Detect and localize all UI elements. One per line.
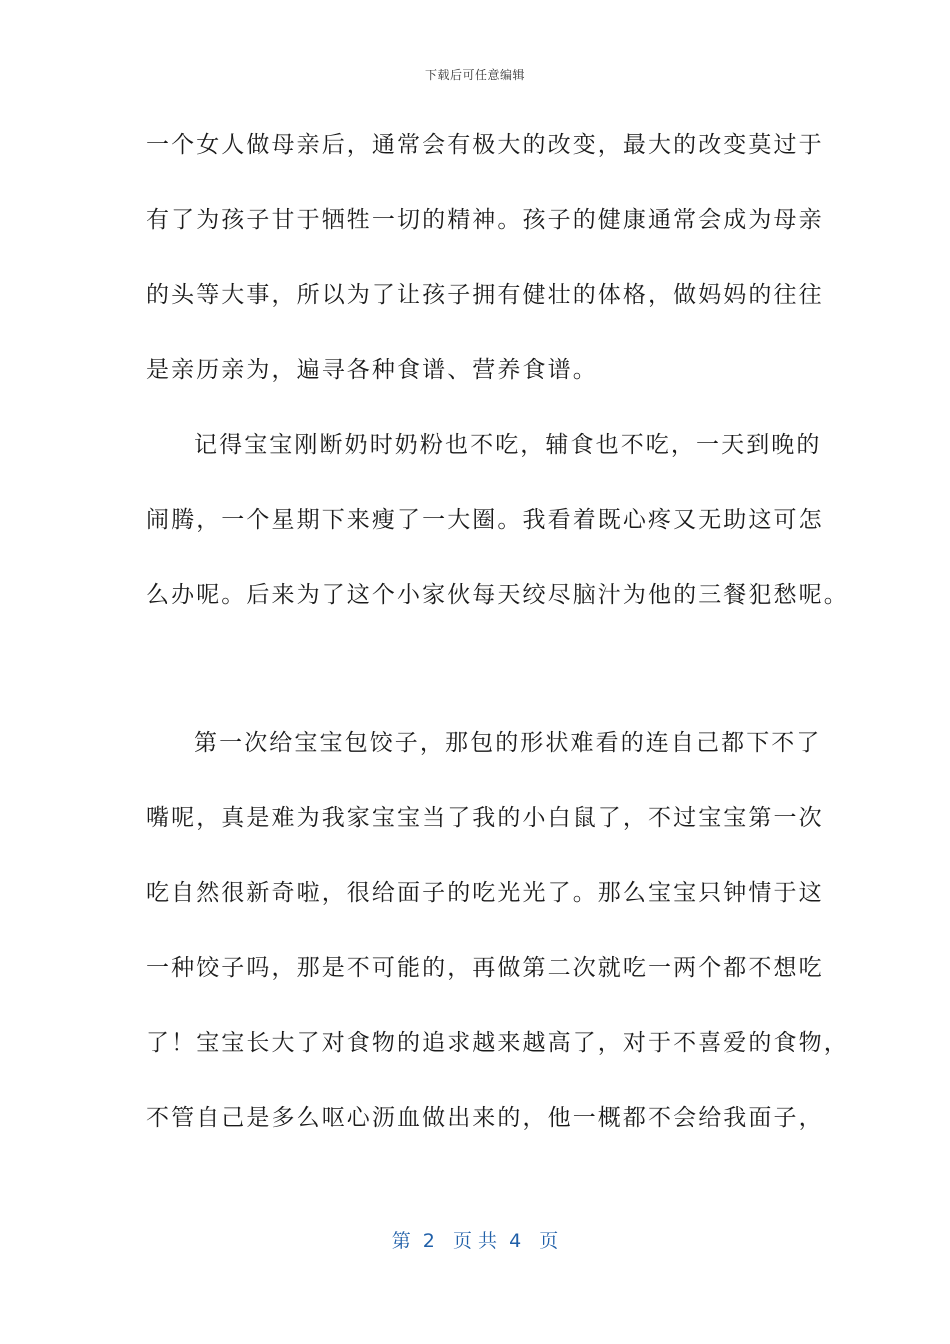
text-line: 第一次给宝宝包饺子，那包的形状难看的连自己都下不了	[194, 730, 822, 756]
document-body	[146, 120, 849, 1168]
paragraph-spacer	[146, 645, 806, 718]
text-line: 是亲历亲为，遍寻各种食谱、营养食谱。	[146, 357, 598, 383]
paragraph-2	[146, 420, 849, 645]
text-line: 一种饺子吗，那是不可能的，再做第二次就吃一两个都不想吃	[146, 955, 824, 981]
paragraph-1	[146, 120, 824, 420]
text-line: 嘴呢，真是难为我家宝宝当了我的小白鼠了，不过宝宝第一次	[146, 805, 824, 831]
page-header-note: 下载后可任意编辑	[424, 68, 525, 82]
text-line: 闹腾，一个星期下来瘦了一大圈。我看着既心疼又无助这可怎	[146, 507, 824, 533]
text-line: 么办呢。后来为了这个小家伙每天绞尽脑汁为他的三餐犯愁呢。	[146, 582, 849, 608]
paragraph-3	[146, 718, 849, 1168]
page-number-footer: 第 2 页 共 4 页	[391, 1230, 559, 1252]
text-line: 的头等大事，所以为了让孩子拥有健壮的体格，做妈妈的往往	[146, 282, 824, 308]
text-line: 不管自己是多么呕心沥血做出来的，他一概都不会给我面子，	[146, 1105, 824, 1131]
text-line: 吃自然很新奇啦，很给面子的吃光光了。那么宝宝只钟情于这	[146, 880, 824, 906]
text-line: 有了为孩子甘于牺牲一切的精神。孩子的健康通常会成为母亲	[146, 207, 824, 233]
text-line: 一个女人做母亲后，通常会有极大的改变，最大的改变莫过于	[146, 132, 824, 158]
text-line: 了！宝宝长大了对食物的追求越来越高了，对于不喜爱的食物，	[146, 1030, 849, 1056]
text-line: 记得宝宝刚断奶时奶粉也不吃，辅食也不吃，一天到晚的	[194, 432, 822, 458]
